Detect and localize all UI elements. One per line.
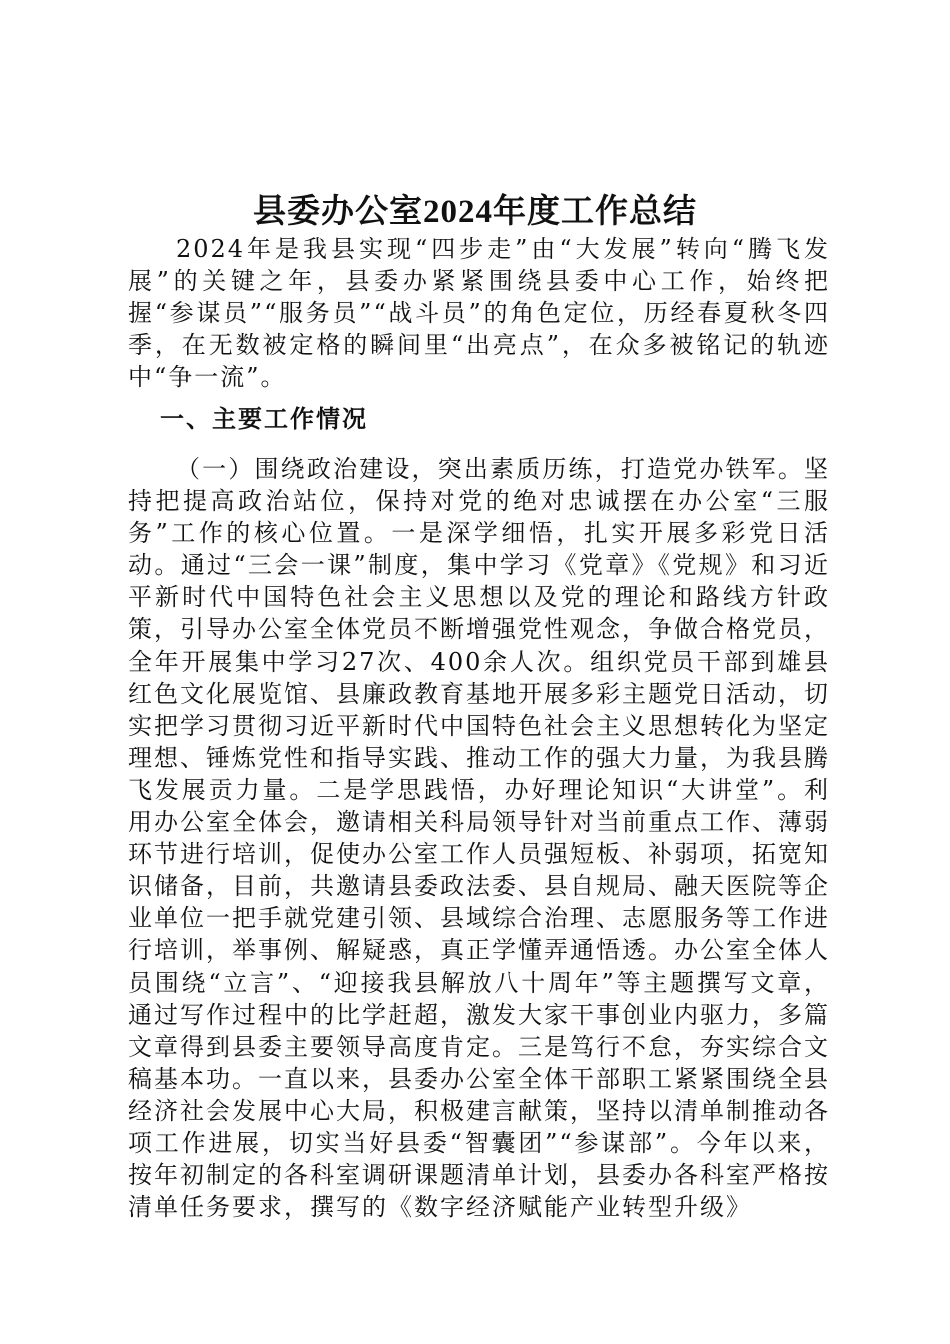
document-title xyxy=(0,188,950,235)
intro-paragraph: 2024年是我县实现“四步走”由“大发展”转向“腾飞发展”的关键之年，县委办紧紧围绕县委中心工作，始终把握“参谋员”“服务员”“战斗员”的角色定位，历经春夏秋冬四季，在无数被定格的瞬间里“出亮点”，在众多被铭记的轨迹中“争一流”。 xyxy=(128,235,830,392)
body-paragraph: （一）围绕政治建设，突出素质历练，打造党办铁军。坚持把提高政治站位，保持对党的绝对忠诚摆在办公室“三服务”工作的核心位置。一是深学细悟，扎实开展多彩党日活动。通过“三会一课”制度，集中学习《党章》《党规》和习近平新时代中国特色社会主义思想以及党的理论和路线方针政策，引导办公室全体党员不断增强党性观念，争做合格党员，全年开展集中学习27次、400余人次。组织党员干部到雄县红色文化展览馆、县廉政教育基地开展多彩主题党日活动，切实把学习贯彻习近平新时代中国特色社会主义思想转化为坚定理想、锤炼党性和指导实践、推动工作的强大力量，为我县腾飞发展贡力量。二是学思践悟，办好理论知识“大讲堂”。利用办公室全体会，邀请相关科局领导针对当前重点工作、薄弱环节进行培训，促使办公室工作人员强短板、补弱项，拓宽知识储备，目前，共邀请县委政法委、县自规局、融天医院等企业单位一把手就党建引领、县域综合治理、志愿服务等工作进行培训，举事例、解疑惑，真正学懂弄通悟透。办公室全体人员围绕“立言”、“迎接我县解放八十周年”等主题撰写文章，通过写作过程中的比学赶超，激发大家干事创业内驱力，多篇文章得到县委主要领导高度肯定。三是笃行不怠，夯实综合文稿基本功。一直以来，县委办公室全体干部职工紧紧围绕全县经济社会发展中心大局，积极建言献策，坚持以清单制推动各项工作进展，切实当好县委“智囊团”“参谋部”。今年以来，按年初制定的各科室调研课题清单计划，县委办各科室严格按清单任务要求，撰写的《数字经济赋能产业转型升级》 xyxy=(128,455,830,1222)
title-suffix: 年度工作总结 xyxy=(493,191,697,231)
section-heading: 一、主要工作情况 xyxy=(160,404,368,433)
title-prefix: 县委办公室 xyxy=(253,191,423,231)
title-year: 2024 xyxy=(423,194,493,231)
